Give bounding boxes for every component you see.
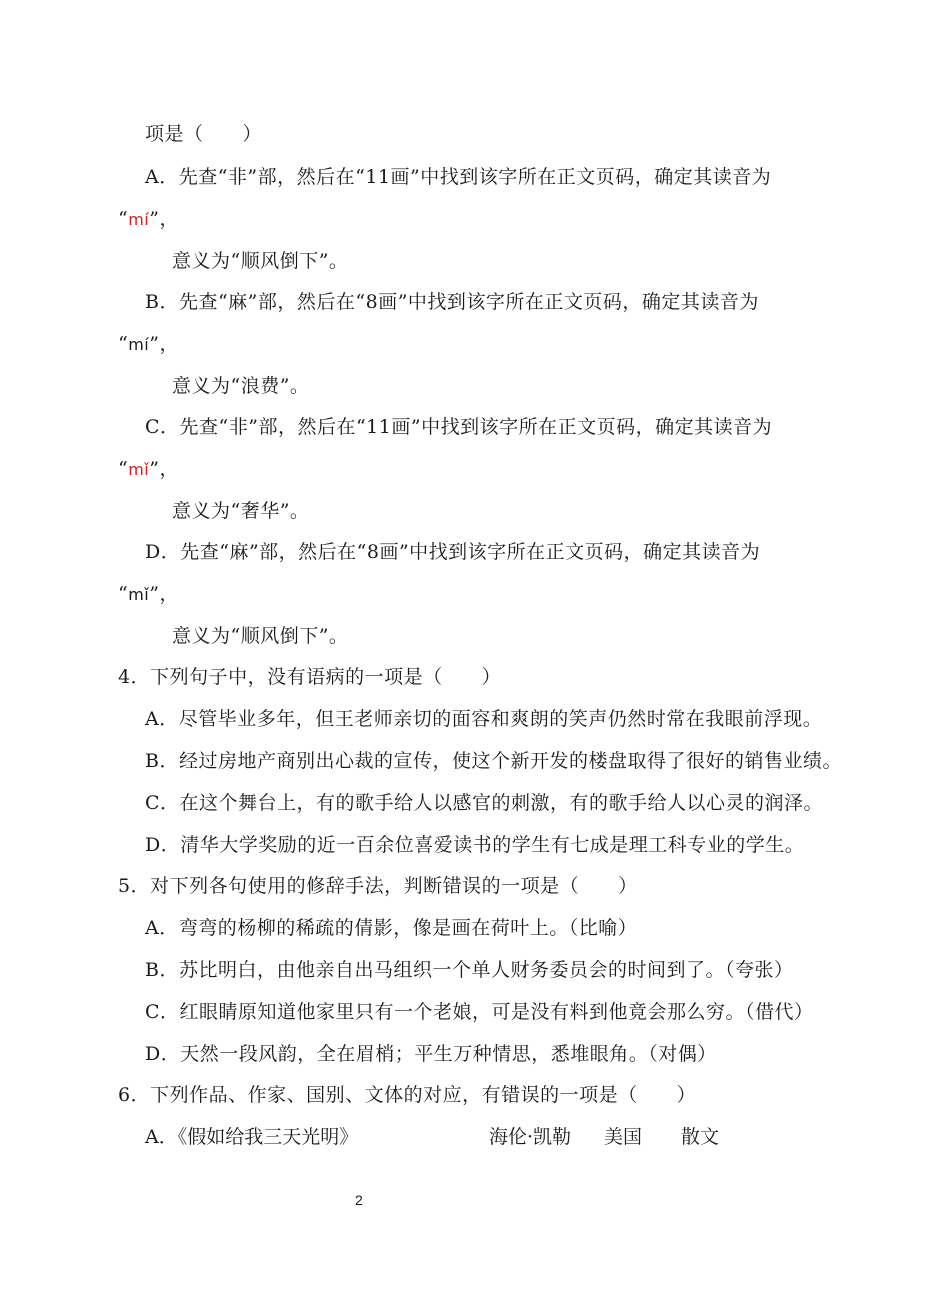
q3-option-c-meaning: 意义为“奢华”。: [172, 500, 310, 522]
q6-stem: 6．下列作品、作家、国别、文体的对应，有错误的一项是（ ）: [118, 1084, 697, 1106]
q3-stem-tail: 项是（ ）: [145, 123, 263, 145]
q5-option-a: A．弯弯的杨柳的稀疏的倩影，像是画在荷叶上。（比喻）: [145, 917, 638, 939]
q3-option-c: C．先查“非”部，然后在“11画”中找到该字所在正文页码，确定其读音为: [145, 416, 773, 438]
q6-option-a-country: 美国: [604, 1126, 643, 1148]
pinyin-red: mǐ: [128, 460, 150, 479]
pinyin: mǐ: [128, 585, 150, 604]
q3-option-d-reading: “mǐ”，: [118, 583, 179, 605]
q4-option-d: D．清华大学奖励的近一百余位喜爱读书的学生有七成是理工科专业的学生。: [145, 834, 805, 856]
q3-option-a: A．先查“非”部，然后在“11画”中找到该字所在正文页码，确定其读音为: [145, 166, 772, 188]
pinyin-red: mí: [128, 210, 150, 229]
q3-option-d-meaning: 意义为“顺风倒下”。: [172, 625, 349, 647]
q5-option-b: B．苏比明白，由他亲自出马组织一个单人财务委员会的时间到了。（夸张）: [145, 959, 794, 981]
q4-option-a: A．尽管毕业多年，但王老师亲切的面容和爽朗的笑声仍然时常在我眼前浮现。: [145, 708, 823, 730]
q6-option-a-work: A．《假如给我三天光明》: [145, 1126, 359, 1148]
q4-option-b: B．经过房地产商别出心裁的宣传，使这个新开发的楼盘取得了很好的销售业绩。: [145, 750, 842, 772]
q3-option-c-reading: “mǐ”，: [118, 458, 179, 480]
q3-option-b-reading: “mí”，: [118, 333, 179, 355]
pinyin: mí: [128, 335, 150, 354]
q3-option-a-meaning: 意义为“顺风倒下”。: [172, 250, 349, 272]
q5-option-d: D．天然一段风韵，全在眉梢；平生万种情思，悉堆眼角。（对偶）: [145, 1043, 717, 1065]
q3-option-d: D．先查“麻”部，然后在“8画”中找到该字所在正文页码，确定其读音为: [145, 541, 761, 563]
page-number: 2: [355, 1192, 363, 1208]
q5-option-c: C．红眼睛原知道他家里只有一个老娘，可是没有料到他竟会那么穷。（借代）: [145, 1001, 814, 1023]
q4-stem: 4．下列句子中，没有语病的一项是（ ）: [118, 666, 502, 688]
q4-option-c: C．在这个舞台上，有的歌手给人以感官的刺激，有的歌手给人以心灵的润泽。: [145, 792, 824, 814]
q3-option-b-meaning: 意义为“浪费”。: [172, 375, 310, 397]
q3-option-b: B．先查“麻”部，然后在“8画”中找到该字所在正文页码，确定其读音为: [145, 291, 759, 313]
q5-stem: 5．对下列各句使用的修辞手法，判断错误的一项是（ ）: [118, 875, 638, 897]
q3-option-a-reading: “mí”，: [118, 208, 179, 230]
q6-option-a-genre: 散文: [681, 1126, 720, 1148]
q6-option-a-author: 海伦·凯勒: [489, 1126, 572, 1148]
